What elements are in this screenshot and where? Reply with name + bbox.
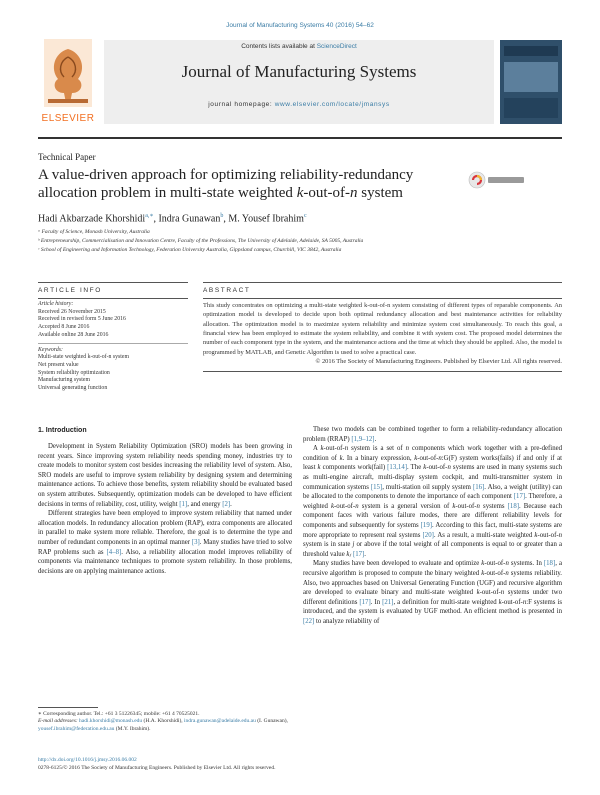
author-name: Hadi Akbarzade Khorshidi [38, 213, 146, 225]
journal-masthead [104, 40, 494, 124]
citation-link[interactable]: [1] [179, 500, 188, 508]
title-line-1: A value-driven approach for optimizing reliability-redundancy [38, 167, 414, 183]
citation-link[interactable]: [21] [382, 598, 394, 606]
math-symbol: k [423, 464, 427, 472]
journal-title: Journal of Manufacturing Systems [181, 62, 417, 81]
paragraph-text: . Many studies have tried to solve RAP problems such as [38, 538, 292, 556]
article-info-section [38, 282, 188, 392]
citation-link[interactable]: [17] [513, 493, 526, 501]
keyword-item: System reliability optimization [38, 369, 110, 376]
abstract-copyright: © 2016 The Society of Manufacturing Engineers. Published by Elsevier Ltd. All rights reserved. [315, 357, 562, 365]
keywords-heading: Keywords: [38, 346, 63, 353]
math-symbol: k [452, 502, 456, 510]
math-symbol: n [522, 598, 527, 606]
citation-link[interactable]: [2] [222, 500, 231, 508]
homepage-link[interactable]: www.elsevier.com/locate/jmansys [274, 101, 390, 108]
body-paragraph [303, 425, 562, 444]
cover-band-middle [504, 62, 558, 92]
citation-link[interactable]: [15] [370, 483, 383, 491]
paragraph-text: . According to this fact, multi-state systems are more appropriate to represent real systems [303, 521, 562, 539]
math-symbol: n [505, 560, 509, 568]
citation-link[interactable]: [22] [303, 617, 315, 625]
rights-statement: 0278-6125/© 2016 The Society of Manufacturing Engineers. Published by Elsevier Ltd. All rights reserved. [38, 764, 276, 771]
paragraph-text: :G(F) system works(fails) if and only if at least [303, 454, 562, 472]
author-name: Indra Gunawan [158, 213, 221, 225]
author-affil-marker[interactable]: c [303, 213, 307, 219]
keyword-item: Manufacturing system [38, 377, 90, 384]
paragraph-text: systems are used in many systems such as multi-engine aircraft, multi-display system cockpit, and multi-transmitter system in communication systems [303, 464, 562, 491]
paragraph-text: -out-of- [323, 445, 345, 453]
math-symbol: k [481, 560, 485, 568]
keyword-item: Net present value [38, 361, 79, 368]
email-link[interactable]: hadi.khorshidi@monash.edu [79, 718, 143, 725]
paragraph-text: -out-of- [537, 531, 559, 539]
citation-link[interactable]: [16] [472, 483, 485, 491]
keywords [38, 347, 188, 393]
email-addresses [38, 718, 292, 733]
article-title [38, 166, 508, 202]
section-heading-introduction: 1. Introduction [38, 427, 87, 434]
title-line-2: allocation problem in multi-state weighted k-out-of-n system [38, 185, 403, 201]
paragraph-text: . Because each component faces with various failure modes, there are different reliability levels for components and subsequently for systems [303, 502, 562, 529]
math-symbol: k [481, 569, 485, 577]
citation-link[interactable]: [4–8] [106, 548, 122, 556]
author-name: M. Yousef Ibrahim [228, 213, 304, 225]
affiliation-c: ᶜ School of Engineering and Information Technology, Federation University Australia, Gippsland campus, Churchill, VIC 3842, Australia [38, 247, 342, 253]
math-symbol: n [500, 589, 505, 597]
math-symbol: k [498, 598, 502, 606]
footnote-rule [38, 707, 98, 708]
paragraph-text: -out-of- [334, 502, 356, 510]
abstract-text: This study concentrates on optimizing a multi-state weighted k-out-of-n system consisting of different types of reparable components. An optimization model is developed to decide upon both optimal redundancy allocation and best maintenance activities for reliability allocation. The optimization model is to maximize system reliability and minimize system cost simultaneously. To reach this goal, a financial view has been employed to estimate the system reliability, and combine it with system cost. The proposed model determines the number of each component type in the system, and the maintenance actions and the time at which they should be applied. Also, the model is programmed by MATLAB, and Genetic Algorithm is used to solve a practical case. [203, 302, 562, 356]
paragraph-text: . The [407, 464, 424, 472]
paragraph-text: to analyze reliability of [314, 617, 380, 625]
crossmark-icon[interactable] [468, 170, 528, 190]
citation-link[interactable]: [20] [422, 531, 434, 539]
paragraph-text: system is in state [303, 541, 353, 549]
email-label: E-mail addresses: [38, 718, 80, 725]
contents-line [104, 43, 494, 50]
article-history [38, 301, 188, 339]
affiliation-a: ᵃ Faculty of Science, Monash University, Australia [38, 229, 150, 235]
math-symbol: n [355, 502, 359, 510]
paragraph-text: . [374, 435, 377, 443]
cover-band-bottom [504, 98, 558, 118]
paragraph-text: , a definition for multi-state weighted [393, 598, 499, 606]
citation-link[interactable]: [18] [543, 560, 556, 568]
abstract-bottom-rule [203, 371, 562, 372]
journal-citation[interactable]: Journal of Manufacturing Systems 40 (2016) 54–62 [226, 22, 374, 29]
paragraph-text: . Also, a reliability allocation model improves reliability of components via maintenance techniques to promote system reliability. In those problems, decisions are on applying maintenance actions. [38, 548, 293, 575]
math-symbol: k [320, 445, 324, 453]
paragraph-text: systems reliability. Also, two approaches based on Universal Generating Function (UGF) and recursive algorithm are developed to evaluate binary and multi-state weighted [303, 569, 562, 597]
citation-link[interactable]: [18] [507, 502, 519, 510]
paragraph-text: -out-of- [455, 502, 477, 510]
paragraph-text: . Therefore, a weighted [303, 493, 562, 510]
contents-prefix: Contents lists available at [241, 43, 317, 50]
body-paragraph [38, 442, 292, 509]
paragraph-text: system is a set of [348, 445, 406, 453]
paragraph-text: . In [370, 598, 383, 606]
math-symbol: n [558, 531, 562, 539]
paper-type: Technical Paper [38, 152, 96, 162]
math-symbol: n [405, 445, 410, 453]
paragraph-text: , multi-station oil supply system [382, 483, 473, 491]
math-symbol: k [476, 589, 480, 597]
doi-link[interactable]: http://dx.doi.org/10.1016/j.jmsy.2016.06.002 [38, 757, 137, 763]
keywords-rule [38, 343, 188, 344]
paragraph-text: systems [479, 502, 508, 510]
history-revised: Received in revised form 5 June 2016 [38, 316, 126, 323]
paragraph-text: components which work together with a pre-defined condition of [303, 445, 563, 462]
page-footer [38, 757, 562, 772]
affiliations [38, 228, 558, 255]
citation-link[interactable]: [13,14] [387, 464, 407, 472]
email-link[interactable]: indra.gunawan@adelaide.edu.au [184, 718, 256, 725]
citation-link[interactable]: [1,9–12] [351, 435, 375, 443]
math-symbol: k [339, 454, 343, 462]
paragraph-text: systems under two different definitions [303, 589, 562, 606]
math-symbol: k [317, 464, 321, 472]
homepage-prefix: journal homepage: [208, 101, 275, 108]
keyword-item: Universal generating function [38, 384, 108, 391]
paragraph-text: A [313, 445, 321, 453]
body-paragraph [303, 559, 562, 626]
paragraph-text: -out-of- [426, 464, 448, 472]
body-column-left [38, 442, 292, 576]
citation-link[interactable]: [3] [191, 538, 200, 546]
citation-link[interactable]: [19] [420, 521, 432, 529]
paragraph-text: -out-of- [484, 560, 506, 568]
paragraph-text: . [230, 500, 232, 508]
paragraph-text: -out-of- [417, 454, 439, 462]
journal-homepage [104, 101, 494, 108]
author-affil-marker[interactable]: b [220, 213, 224, 219]
article-info-mid-rule [38, 298, 188, 299]
paragraph-text: , and energy [187, 500, 223, 508]
math-symbol: kⱼ [346, 550, 352, 558]
header-rule [38, 137, 562, 139]
paragraph-text: , a recursive algorithm is proposed to compute the binary weighted [303, 560, 562, 577]
paragraph-text: -out-of- [484, 569, 506, 577]
math-symbol: n [438, 454, 442, 462]
paragraph-text: . As a result, a multi-state weighted [433, 531, 535, 539]
math-symbol: n [476, 502, 480, 510]
body-paragraph [38, 509, 292, 576]
article-history-heading: Article history: [38, 301, 74, 308]
math-symbol: j [352, 541, 355, 549]
email-owner: (M.Y. Ibrahim). [115, 725, 151, 732]
abstract-label: ABSTRACT [203, 286, 251, 294]
cover-band-top [504, 46, 558, 56]
citation-link[interactable]: [17] [359, 598, 371, 606]
paragraph-text: system is a general version of [358, 502, 453, 510]
abstract-section [203, 282, 562, 372]
paragraph-text: or above if the total weight of all components is equal to or greater than a threshold value [303, 541, 562, 558]
paragraph-text: Different strategies have been employed to improve system reliability that named under allocation models. In redundancy allocation problem (RAP), extra components are allocated in parallel to make system more reliable. Therefore, the goal is to determine the type and number of redundant components in an optimal manner [38, 510, 292, 546]
journal-cover-thumbnail-icon [500, 40, 562, 124]
math-symbol: k [331, 502, 335, 510]
abstract-top-rule [203, 282, 562, 283]
article-info-label: ARTICLE INFO [38, 286, 102, 294]
email-owner: (I. Gunawan), [255, 718, 288, 725]
paragraph-text: components work(fail) [320, 464, 388, 472]
paragraph-text: systems. In [508, 560, 544, 568]
author-affil-marker[interactable]: a,∗ [145, 213, 154, 219]
history-received: Received 26 November 2015 [38, 308, 106, 315]
math-symbol: k [414, 454, 418, 462]
math-symbol: k [534, 531, 538, 539]
body-paragraph [303, 444, 562, 559]
sciencedirect-link[interactable]: ScienceDirect [316, 43, 357, 50]
article-info-top-rule [38, 282, 188, 283]
keyword-item: Multi-state weighted k-out-of-n system [38, 354, 129, 361]
paragraph-text: These two models can be combined together to form a reliability-redundancy allocation problem (RRAP) [303, 426, 562, 443]
corresponding-author-note: ∗ Corresponding author. Tel.: +61 3 51226345; mobile: +61 4 70525021. [38, 710, 200, 717]
paragraph-text: . In a binary expression, [342, 454, 415, 462]
email-owner: (H.A. Khorshidi), [142, 718, 183, 725]
paragraph-text: . [364, 550, 366, 558]
paragraph-text: -out-of- [479, 589, 501, 597]
abstract-mid-rule [203, 298, 562, 299]
paragraph-text: . Also, a weight (utility) can be allocated to the components to denote the importance of each component [303, 483, 562, 501]
paragraph-text: Development in System Reliability Optimization (SRO) models has been growing in recent years. Since improving system reliability needs spending money, industries try to create models to monitor system cost besides increasing the reliability level of system. Also, SRO models are useful to improve system reliability by designing system and determining maintenance actions. To achieve those benefits, system reliability should be evaluated based on system attributes. Subsequently, optimization models can be developed to have efficient decisions in terms of reliability, cost, utility, weight [38, 443, 292, 508]
body-column-right [303, 425, 562, 626]
math-symbol: n [505, 569, 509, 577]
math-symbol: n [344, 445, 349, 453]
paragraph-text: :F systems is introduced, and the system is evaluated by UGF method. An efficient method is presented in [303, 598, 562, 616]
elsevier-tree-logo-icon [44, 39, 92, 107]
paragraph-text: -out-of- [501, 598, 523, 606]
paragraph-text: Many studies have been developed to evaluate and optimize [313, 560, 482, 568]
footnotes [38, 707, 292, 733]
author-list: Hadi Akbarzade Khorshidi$^{a,∗}$, Indra Gunawan$^b$, M. Yousef Ibrahim$^c$ [38, 213, 307, 225]
email-link[interactable]: yousef.ibrahim@federation.edu.au [38, 725, 115, 732]
math-symbol: n [447, 464, 451, 472]
citation-link[interactable]: [17] [352, 550, 365, 558]
history-accepted: Accepted 8 June 2016 [38, 323, 90, 330]
elsevier-wordmark: ELSEVIER [41, 113, 95, 124]
affiliation-b: ᵇ Entrepreneurship, Commercialisation and Innovation Centre, Faculty of the Professions, The University of Adelaide, Adelaide, SA 5005, Australia [38, 238, 364, 244]
elsevier-logo [38, 35, 98, 135]
history-online: Available online 28 June 2016 [38, 331, 109, 338]
